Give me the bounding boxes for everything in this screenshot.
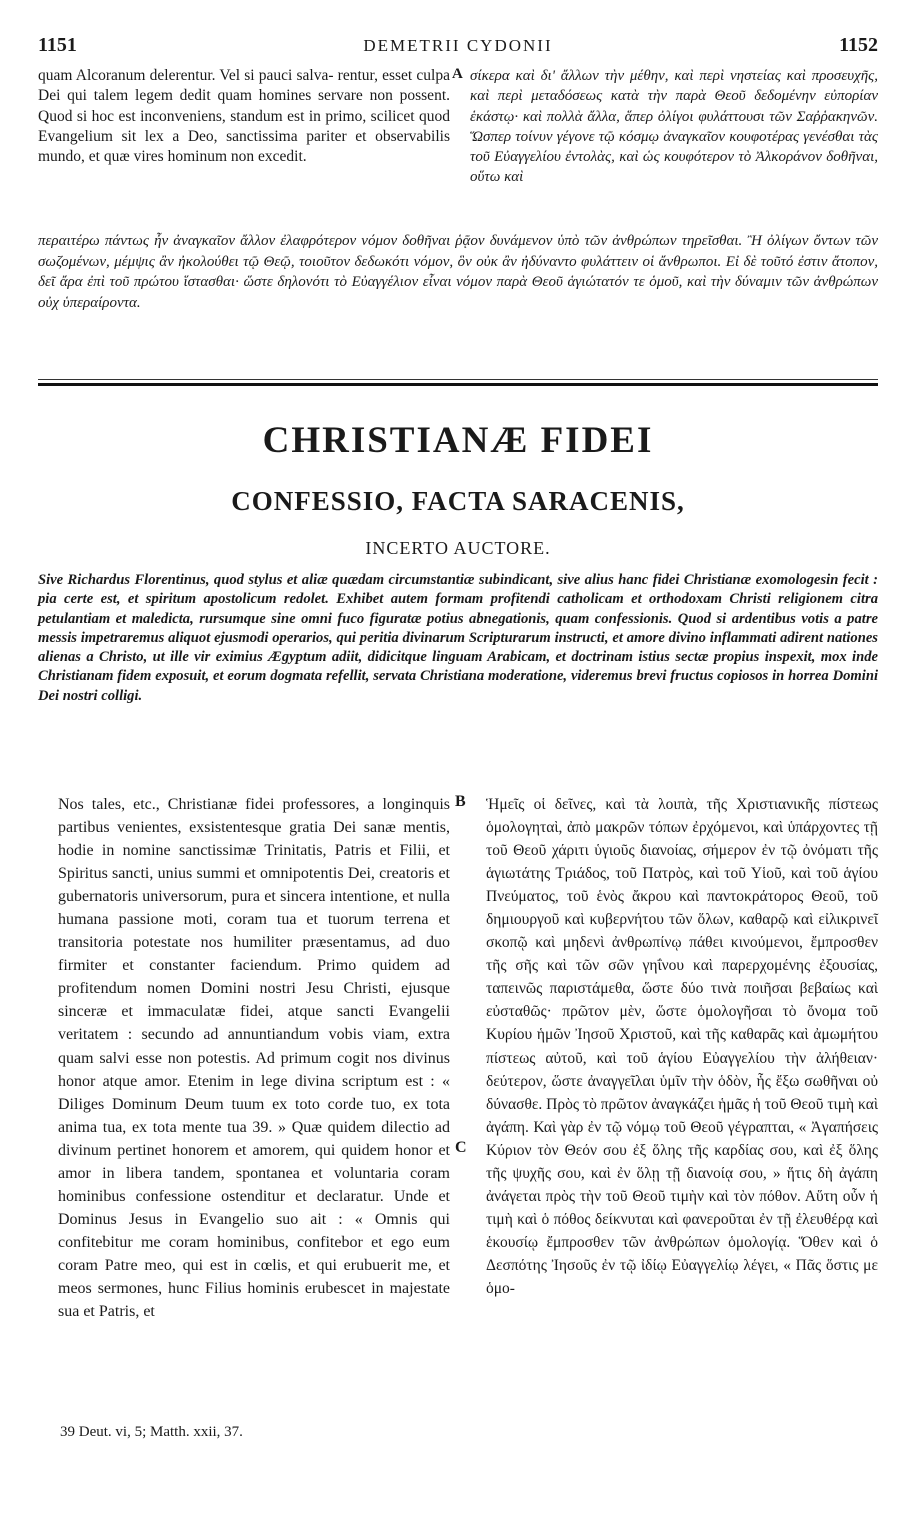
main-title: CHRISTIANÆ FIDEI xyxy=(262,420,654,461)
page-number-right: 1152 xyxy=(839,34,878,56)
column-marker-b: B xyxy=(455,793,466,810)
footnote: 39 Deut. vi, 5; Matth. xxii, 37. xyxy=(60,1424,243,1440)
page-number-left: 1151 xyxy=(38,34,77,56)
greek-text-top: σίκερα καὶ δι' ἄλλων τὴν μέθην, καὶ περὶ νηστείας καὶ προσευχῆς, καὶ περὶ μεταδόσεως κατὰ τὴν παρὰ Θεοῦ δεδομένην εὐπορίαν ἑκάστῳ· καὶ πολλὰ ἄλλα, ἅπερ ὀλίγοι φυλάττουσι τῶν Σαῤῥακηνῶν. Ὥσπερ τοίνυν γέγονε τῷ κόσμῳ ἀναγκαῖον κουφοτέρας γενέσθαι τὰς τοῦ Εὐαγγελίου ἐντολὰς, καὶ ὡς κουφότερον τὸ Ἀλκοράνον δοθῆναι, οὕτω καὶ xyxy=(470,68,878,186)
running-title: DEMETRII CYDONII xyxy=(363,36,553,55)
sub-title: CONFESSIO, FACTA SARACENIS, xyxy=(231,486,685,516)
author-line: INCERTO AUCTORE. xyxy=(365,538,551,558)
column-marker-a: A xyxy=(452,66,463,82)
divider-thin xyxy=(38,379,878,380)
page-header xyxy=(38,34,878,60)
latin-text-top: quam Alcoranum delerentur. Vel si pauci salva- rentur, esset culpa Dei qui talem legem dedit quam homines servare non possent. Quod si hoc est inconveniens, standum est in primo, scilicet quod Evangelium sit lex a Deo, sanctissima pariter et observabilis mundo, et quæ vires hominum non excedit. xyxy=(38,67,450,166)
introduction-paragraph: Sive Richardus Florentinus, quod stylus et aliæ quædam circumstantiæ subindicant, sive alius hanc fidei Christianæ exomologesin fecit : pia certe est, et spiritum apostolicum redolet. Exhibet autem formam profitendi catholicam et orthodoxam Christi religionem citra petulantiam et maledicta, rursumque sine omni fuco figuratæ potius abnegationis, quam confessionis. Quod si ardentibus votis a patre messis impetraremus aliquot ejusmodi operarios, qui peritia divinarum Scripturarum instructi, et amore divino inflammati adirent nationes alienas a Christo, ut ille vir eximius Ægyptum adiit, didicitque linguam Arabicam, et doctrinam istius sectæ propius inspexit, mox inde Christianam fidem exposuit, et eorum dogmata refellit, servata Christiana moderatione, videremus brevi fructus copiosos in horrea Domini Dei nostri colligi. xyxy=(38,572,878,704)
divider-thick xyxy=(38,383,878,386)
greek-text-full-width: περαιτέρω πάντως ἦν ἀναγκαῖον ἄλλον ἐλαφρότερον νόμον δοθῆναι ῥᾷον δυνάμενον ὑπὸ τῶν ἀνθρώπων τηρεῖσθαι. Ἢ ὀλίγων ὄντων τῶν σωζομένων, μέμψις ἂν ἠκολούθει τῷ Θεῷ, τοιοῦτον δεδωκότι νόμον, ὃν οὐκ ἂν ἠδύναντο φυλάττειν οἱ ἄνθρωποι. Εἰ δὲ τοῦτό ἐστιν ἄτοπον, δεῖ ἄρα ἐπὶ τοῦ πρώτου ἵστασθαι· ὥστε δηλονότι τὸ Εὐαγγέλιον εἶναι νόμον παρὰ Θεοῦ ἁγιώτατόν τε ὁμοῦ, καὶ τὴν δύναμιν τῶν ἀνθρώπων οὐχ ὑπεραίροντα. xyxy=(38,233,878,311)
column-marker-c: C xyxy=(455,1139,467,1156)
latin-main-text: Nos tales, etc., Christianæ fidei professores, a longinquis partibus venientes, exsistentesque gratia Dei sanæ mentis, hodie in nomine sanctissimæ Trinitatis, Patris et Filii, et Spiritus sancti, unius summi et omnipotentis Dei, creatoris et gubernatoris universorum, pura et sincera intentione, et nulla humana passione moti, coram tua et tuorum terrena et transitoria potestate nos humiliter præsentamus, ad duo firmiter et constanter faciendum. Primo quidem ad profitendum nomen Domini nostri Jesu Christi, ejusque sinceræ et immaculatæ fidei, atque sancti Evangelii veritatem : secundo ad annuntiandum vobis viam, extra quam salvi esse non potestis. Ad primum cogit nos divinus honor atque amor. Etenim in lege divina scriptum est : « Diliges Dominum Deum tuum ex toto corde tuo, ex tota anima tua, ex tota mente tua 39. » Quæ quidem dilectio ad divinum pertinet honorem et amorem, qui quidem honor et amor in libera tandem, spontanea et voluntaria coram hominibus confessione ostenditur et declaratur. Unde et Dominus Jesus in Evangelio suo ait : « Omnis qui confitebitur me coram hominibus, confitebor et ego eum coram Patre meo, qui est in cœlis, et qui erubuerit me, et meos sermones, hunc Filius hominis erubescet in majestate sua et Patris, et xyxy=(58,796,450,1321)
greek-main-text: Ἡμεῖς οἱ δεῖνες, καὶ τὰ λοιπὰ, τῆς Χριστιανικῆς πίστεως ὁμολογηταὶ, ἀπὸ μακρῶν τόπων ἐρχόμενοι, καὶ ὑπάρχοντες τῇ τοῦ Θεοῦ χάριτι ὑγιοῦς διανοίας, σήμερον ἐν τῷ ὀνόματι τῆς ἁγιωτάτης Τριάδος, τοῦ Πατρὸς, καὶ τοῦ Υἱοῦ, καὶ τοῦ ἁγίου Πνεύματος, τοῦ ἑνὸς ἄκρου καὶ παντοκράτορος Θεοῦ, τοῦ δημιουργοῦ καὶ κυβερνήτου τῶν ὅλων, καθαρῷ καὶ εἰλικρινεῖ σκοπῷ καὶ μηδενὶ ἀνθρωπίνῳ πάθει κινούμενοι, ἔμπροσθεν τῆς σῆς καὶ τῶν σῶν γηΐνου καὶ παρερχομένης ἐξουσίας, ταπεινῶς παριστάμεθα, ὥστε δύο τινὰ ποιῆσαι βεβαίως καὶ εὐσταθῶς· πρῶτον μὲν, ὥστε ὁμολογῆσαι τὸ ὄνομα τοῦ Κυρίου ἡμῶν Ἰησοῦ Χριστοῦ, καὶ τῆς καθαρᾶς καὶ ἀμωμήτου πίστεως αὐτοῦ, καὶ τοῦ ἁγίου Εὐαγγελίου τὴν ἀλήθειαν· δεύτερον, ὥστε ἀναγγεῖλαι ὑμῖν τὴν ὁδὸν, ἧς ἔξω σωθῆναι οὐ δύνασθε. Πρὸς τὸ πρῶτον ἀναγκάζει ἡμᾶς ἡ τοῦ Θεοῦ τιμὴ καὶ ἀγάπη. Καὶ γὰρ ἐν τῷ νόμῳ τοῦ Θεοῦ γέγραπται, « Ἀγαπήσεις Κύριον τὸν Θεόν σου ἐξ ὅλης τῆς καρδίας σου, καὶ ἐξ ὅλης τῆς ψυχῆς σου, καὶ ἐν ὅλῃ τῇ διανοίᾳ σου, » ἥτις δὴ ἀγάπη ἀνάγεται πρὸς τὴν τοῦ Θεοῦ τιμὴν καὶ τὸν πόθον. Αὕτη οὖν ἡ τιμὴ καὶ ὁ πόθος δείκνυται καὶ φανεροῦται ἐν τῇ ἐλευθέρᾳ καὶ ἑκουσίῳ ἔμπροσθεν τῶν ἀνθρώπων ὁμολογίᾳ. Ὅθεν καὶ ὁ Δεσπότης Ἰησοῦς ἐν τῷ ἰδίῳ Εὐαγγελίῳ λέγει, « Πᾶς ὅστις με ὁμο- xyxy=(486,796,878,1297)
